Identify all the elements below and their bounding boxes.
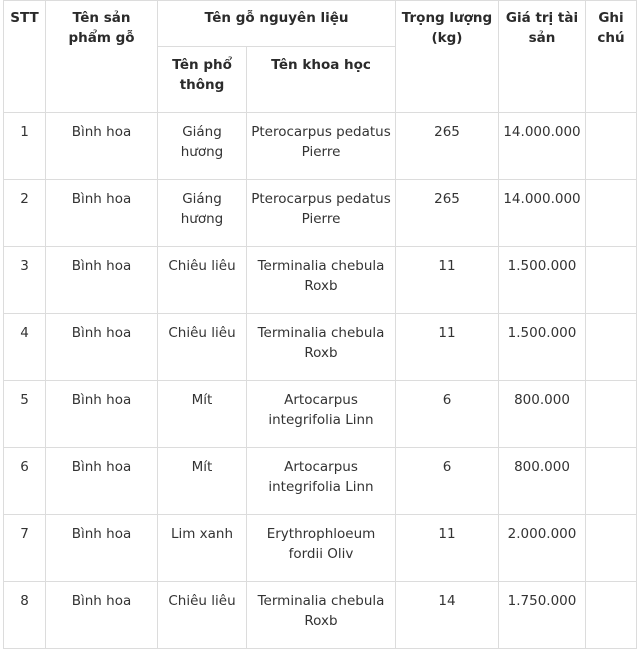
cell-product: Bình hoa bbox=[46, 381, 158, 448]
table-body bbox=[4, 113, 637, 649]
cell-common-name: Lim xanh bbox=[158, 515, 247, 582]
cell-stt: 4 bbox=[4, 314, 46, 381]
cell-scientific-name: Pterocarpus pedatus Pierre bbox=[247, 113, 396, 180]
cell-common-name: Mít bbox=[158, 381, 247, 448]
cell-note bbox=[586, 180, 637, 247]
cell-note bbox=[586, 247, 637, 314]
table-row bbox=[4, 582, 637, 649]
cell-stt: 2 bbox=[4, 180, 46, 247]
cell-value: 1.500.000 bbox=[499, 247, 586, 314]
header-common-name: Tên phổ thông bbox=[158, 47, 247, 113]
cell-note bbox=[586, 448, 637, 515]
cell-common-name: Chiêu liêu bbox=[158, 582, 247, 649]
cell-stt: 6 bbox=[4, 448, 46, 515]
cell-value: 2.000.000 bbox=[499, 515, 586, 582]
table-row bbox=[4, 381, 637, 448]
header-stt: STT bbox=[4, 1, 46, 113]
table-row bbox=[4, 113, 637, 180]
cell-common-name: Giáng hương bbox=[158, 113, 247, 180]
cell-value: 14.000.000 bbox=[499, 113, 586, 180]
cell-weight: 6 bbox=[396, 448, 499, 515]
cell-stt: 5 bbox=[4, 381, 46, 448]
cell-note bbox=[586, 515, 637, 582]
cell-weight: 265 bbox=[396, 113, 499, 180]
cell-scientific-name: Erythrophloeum fordii Oliv bbox=[247, 515, 396, 582]
cell-scientific-name: Artocarpus integrifolia Linn bbox=[247, 448, 396, 515]
cell-weight: 14 bbox=[396, 582, 499, 649]
cell-common-name: Chiêu liêu bbox=[158, 247, 247, 314]
table-row bbox=[4, 247, 637, 314]
cell-weight: 6 bbox=[396, 381, 499, 448]
header-weight: Trọng lượng (kg) bbox=[396, 1, 499, 113]
table-row bbox=[4, 180, 637, 247]
cell-weight: 11 bbox=[396, 247, 499, 314]
header-raw-wood-name: Tên gỗ nguyên liệu bbox=[158, 1, 396, 47]
cell-weight: 265 bbox=[396, 180, 499, 247]
header-row bbox=[4, 1, 637, 47]
cell-scientific-name: Pterocarpus pedatus Pierre bbox=[247, 180, 396, 247]
header-product-name: Tên sản phẩm gỗ bbox=[46, 1, 158, 113]
cell-scientific-name: Terminalia chebula Roxb bbox=[247, 314, 396, 381]
wood-products-table bbox=[3, 0, 637, 649]
table-row bbox=[4, 314, 637, 381]
cell-note bbox=[586, 582, 637, 649]
cell-stt: 1 bbox=[4, 113, 46, 180]
cell-note bbox=[586, 381, 637, 448]
cell-product: Bình hoa bbox=[46, 515, 158, 582]
cell-product: Bình hoa bbox=[46, 113, 158, 180]
table-row bbox=[4, 448, 637, 515]
cell-weight: 11 bbox=[396, 314, 499, 381]
cell-product: Bình hoa bbox=[46, 247, 158, 314]
cell-product: Bình hoa bbox=[46, 180, 158, 247]
cell-value: 800.000 bbox=[499, 448, 586, 515]
cell-weight: 11 bbox=[396, 515, 499, 582]
table-header bbox=[4, 1, 637, 113]
cell-value: 1.750.000 bbox=[499, 582, 586, 649]
cell-product: Bình hoa bbox=[46, 448, 158, 515]
header-scientific-name: Tên khoa học bbox=[247, 47, 396, 113]
cell-stt: 8 bbox=[4, 582, 46, 649]
cell-stt: 3 bbox=[4, 247, 46, 314]
cell-scientific-name: Terminalia chebula Roxb bbox=[247, 582, 396, 649]
cell-common-name: Giáng hương bbox=[158, 180, 247, 247]
cell-stt: 7 bbox=[4, 515, 46, 582]
cell-common-name: Mít bbox=[158, 448, 247, 515]
cell-product: Bình hoa bbox=[46, 314, 158, 381]
cell-product: Bình hoa bbox=[46, 582, 158, 649]
cell-note bbox=[586, 314, 637, 381]
cell-value: 800.000 bbox=[499, 381, 586, 448]
cell-note bbox=[586, 113, 637, 180]
header-note: Ghi chú bbox=[586, 1, 637, 113]
cell-scientific-name: Terminalia chebula Roxb bbox=[247, 247, 396, 314]
cell-value: 14.000.000 bbox=[499, 180, 586, 247]
cell-value: 1.500.000 bbox=[499, 314, 586, 381]
header-asset-value: Giá trị tài sản bbox=[499, 1, 586, 113]
cell-scientific-name: Artocarpus integrifolia Linn bbox=[247, 381, 396, 448]
cell-common-name: Chiêu liêu bbox=[158, 314, 247, 381]
table-row bbox=[4, 515, 637, 582]
